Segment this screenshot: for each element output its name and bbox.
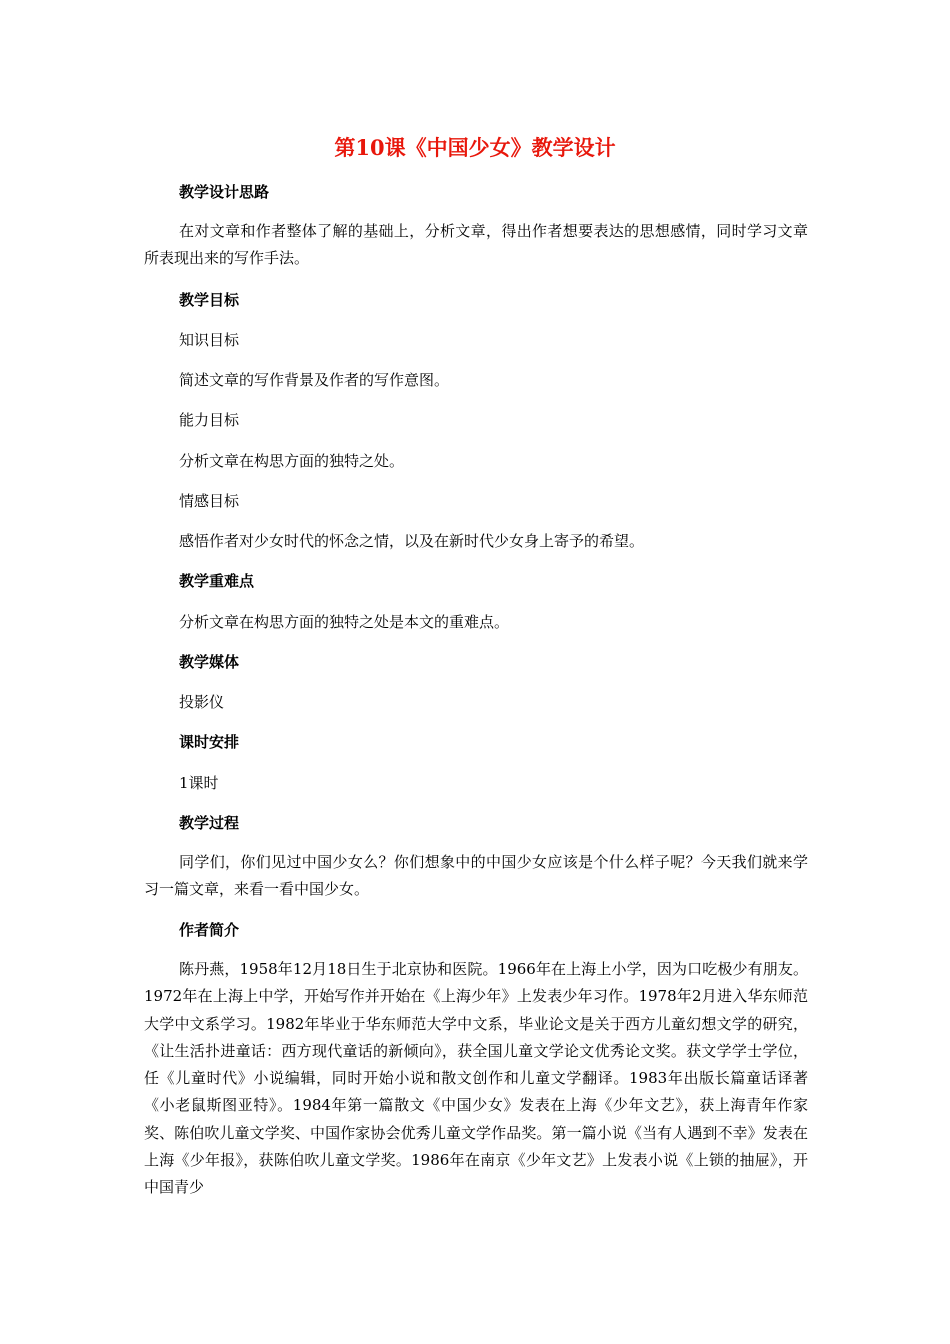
- heading-design-idea: 教学设计思路: [179, 183, 270, 201]
- heading-media: 教学媒体: [179, 653, 240, 671]
- author-paragraph: 陈丹燕，1958年12月18日生于北京协和医院。1966年在上海上小学，因为口吃极少有朋友。1972年在上海上中学，开始写作并开始在《上海少年》上发表少年习作。1978年2月进入华东师范大学中文系学习。1982年毕业于华东师范大学中文系，毕业论文是关于西方儿童幻想文学的研究，《让生活扑进童话：西方现代童话的新倾向》，获全国儿童文学论文优秀论文奖。获文学学士学位，任《儿童时代》小说编辑，同时开始小说和散文创作和儿童文学翻译。1983年出版长篇童话译著《小老鼠斯图亚特》。1984年第一篇散文《中国少女》发表在上海《少年文艺》，获上海青年作家奖、陈伯吹儿童文学奖、中国作家协会优秀儿童文学作品奖。第一篇小说《当有人遇到不幸》发表在上海《少年报》，获陈伯吹儿童文学奖。1986年在南京《少年文艺》上发表小说《上锁的抽屉》，开中国青少: [144, 960, 808, 1197]
- key-points-text: 分析文章在构思方面的独特之处是本文的重难点。: [179, 613, 510, 631]
- ability-goal-text: 分析文章在构思方面的独特之处。: [179, 452, 405, 470]
- process-paragraph: 同学们，你们见过中国少女么？你们想象中的中国少女应该是个什么样子呢？今天我们就来学习一篇文章，来看一看中国少女。: [144, 853, 808, 899]
- design-idea-paragraph: 在对文章和作者整体了解的基础上，分析文章，得出作者想要表达的思想感情，同时学习文章所表现出来的写作手法。: [144, 222, 808, 268]
- page-title: 第10课《中国少女》教学设计: [334, 135, 616, 160]
- schedule-text: 1课时: [179, 774, 219, 792]
- heading-schedule: 课时安排: [179, 733, 240, 751]
- heading-goals: 教学目标: [179, 291, 240, 309]
- heading-process: 教学过程: [179, 814, 240, 832]
- knowledge-goal-label: 知识目标: [179, 331, 240, 349]
- heading-author: 作者简介: [179, 921, 240, 939]
- media-text: 投影仪: [179, 693, 225, 711]
- emotion-goal-label: 情感目标: [179, 492, 240, 510]
- knowledge-goal-text: 简述文章的写作背景及作者的写作意图。: [179, 371, 450, 389]
- emotion-goal-text: 感悟作者对少女时代的怀念之情，以及在新时代少女身上寄予的希望。: [179, 532, 645, 550]
- ability-goal-label: 能力目标: [179, 411, 240, 429]
- heading-key-points: 教学重难点: [179, 572, 255, 590]
